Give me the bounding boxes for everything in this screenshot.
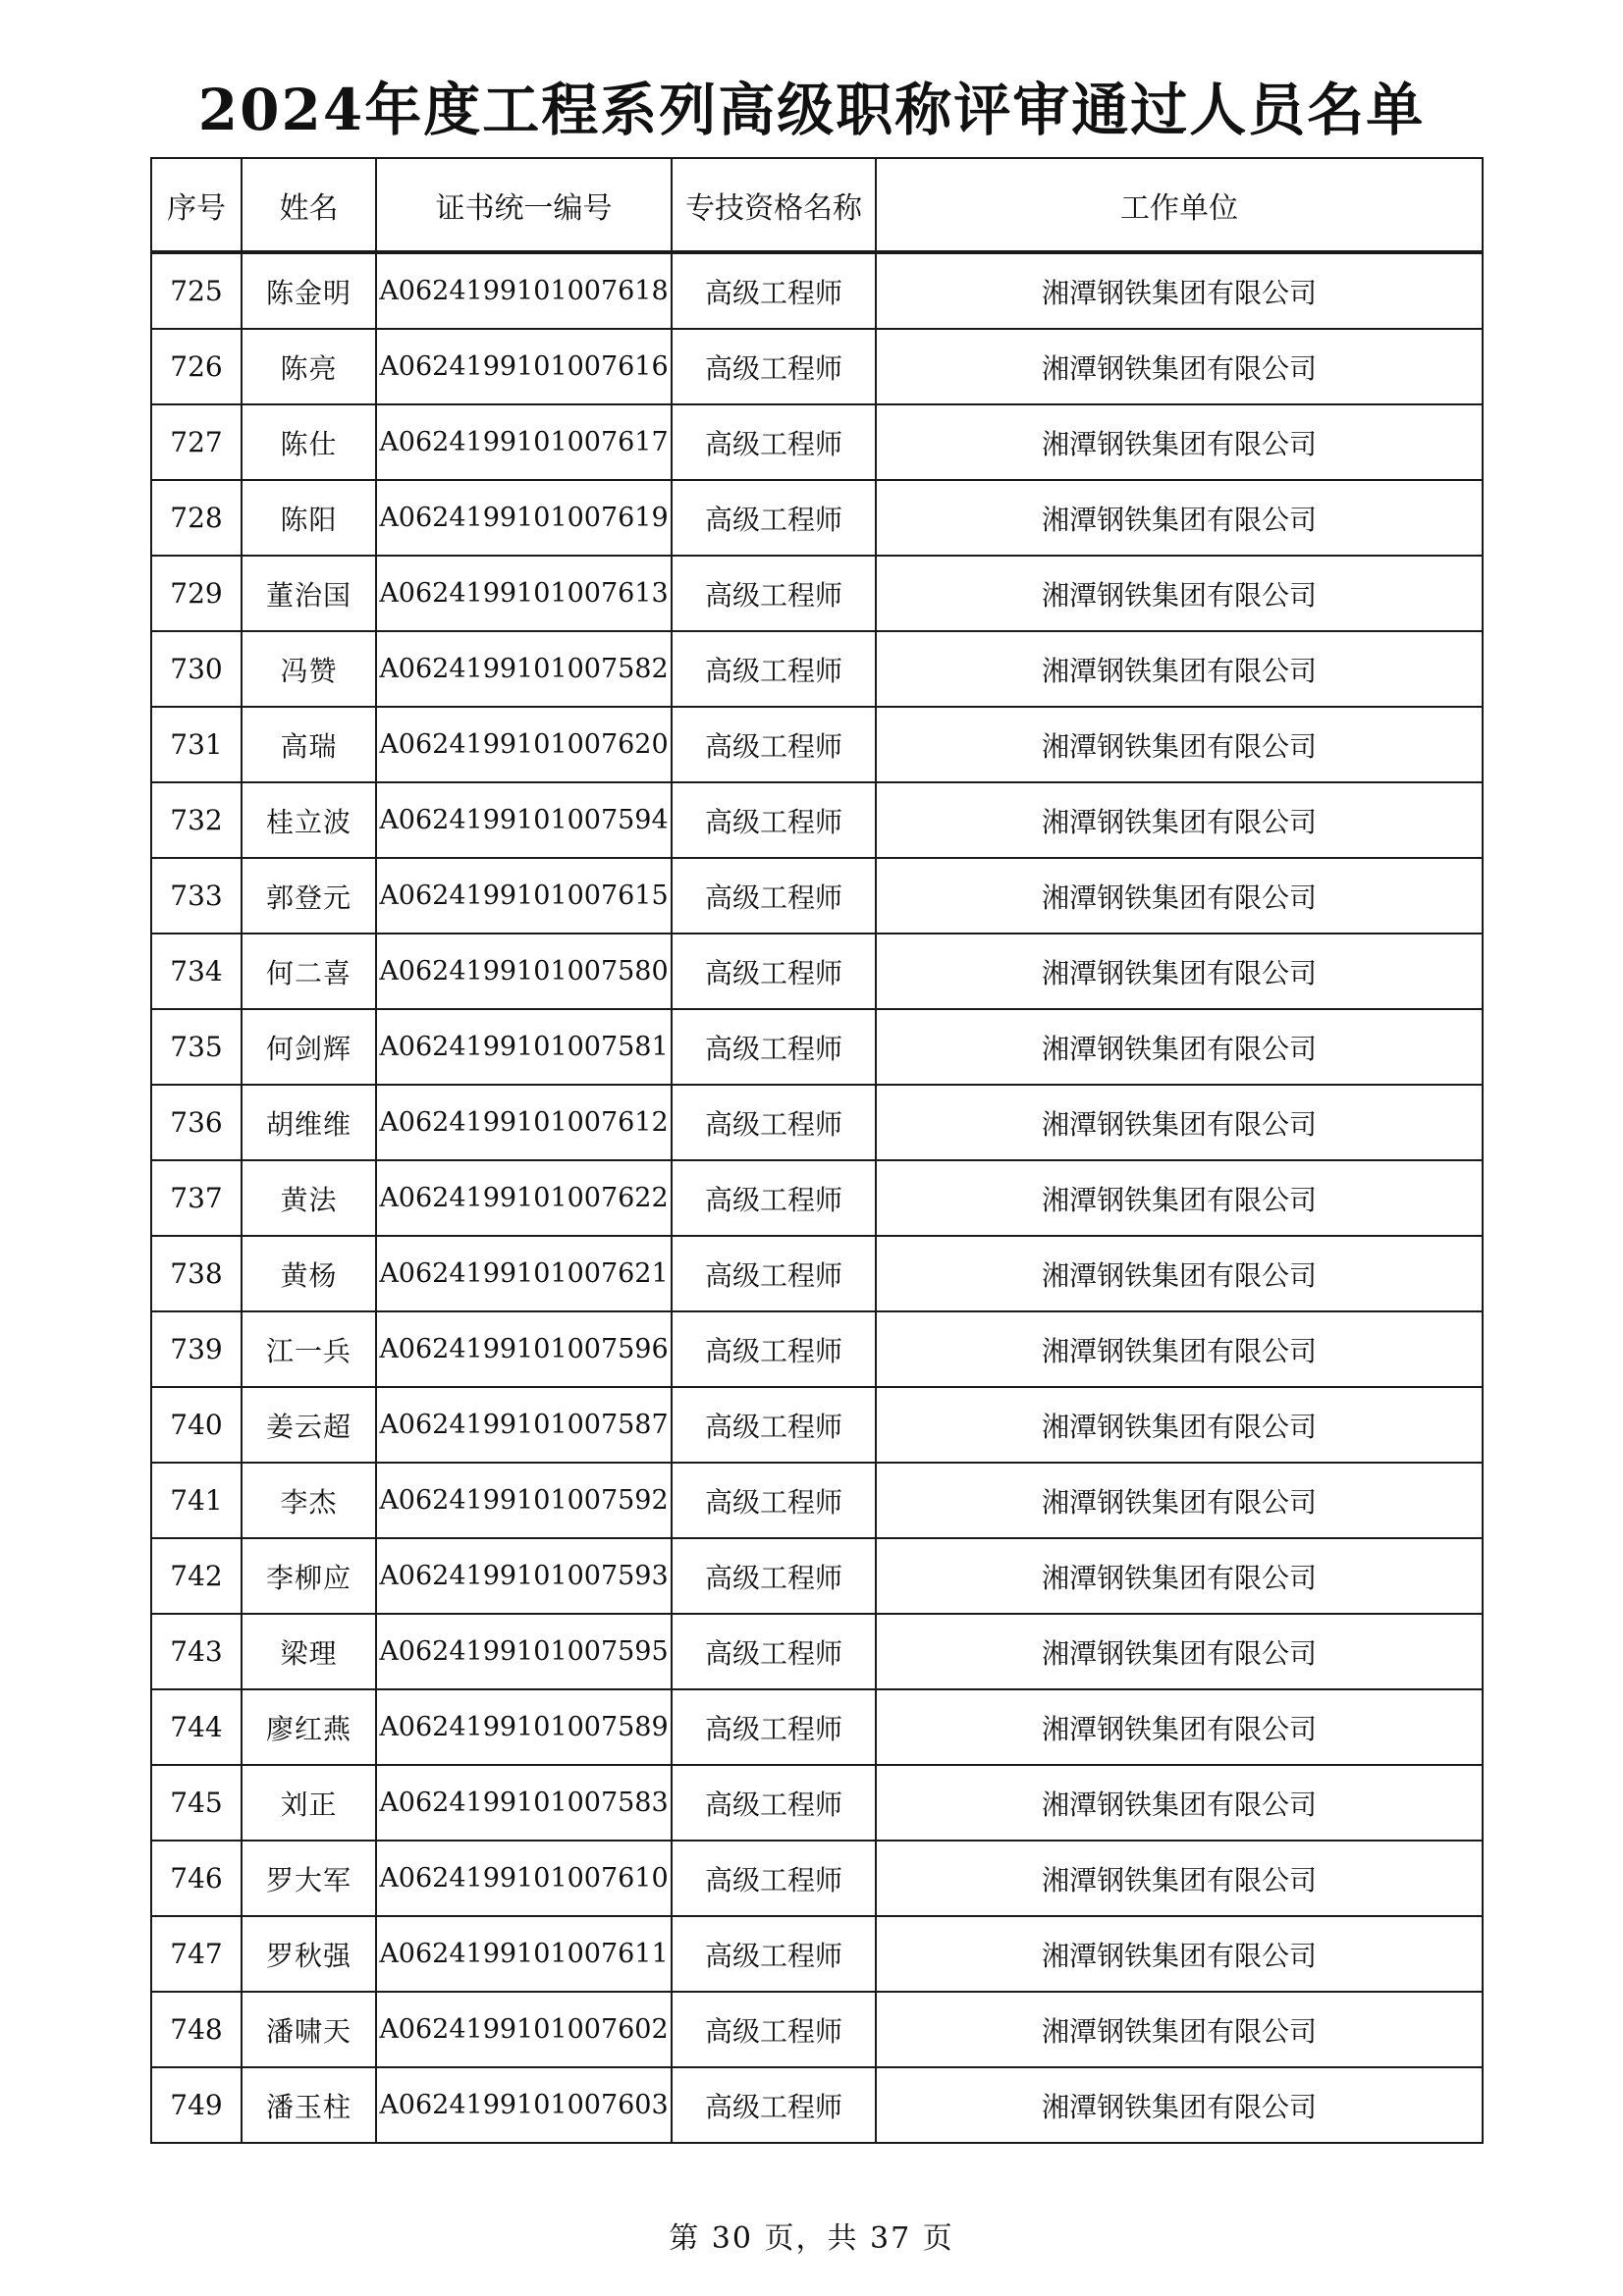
table-row xyxy=(151,1311,1483,1387)
cell-cert-number: A0624199101007595 xyxy=(376,1614,672,1689)
cell-employer: 湘潭钢铁集团有限公司 xyxy=(876,1236,1483,1311)
cell-qualification: 高级工程师 xyxy=(672,858,876,934)
cell-employer: 湘潭钢铁集团有限公司 xyxy=(876,329,1483,404)
cell-employer: 湘潭钢铁集团有限公司 xyxy=(876,1311,1483,1387)
cell-seq: 749 xyxy=(151,2067,242,2143)
cell-cert-number: A0624199101007589 xyxy=(376,1689,672,1765)
cell-name: 胡维维 xyxy=(242,1085,376,1160)
cell-cert-number: A0624199101007617 xyxy=(376,404,672,480)
cell-name: 潘啸天 xyxy=(242,1992,376,2067)
cell-qualification: 高级工程师 xyxy=(672,1311,876,1387)
cell-cert-number: A0624199101007603 xyxy=(376,2067,672,2143)
cell-employer: 湘潭钢铁集团有限公司 xyxy=(876,1916,1483,1992)
cell-name: 江一兵 xyxy=(242,1311,376,1387)
cell-seq: 730 xyxy=(151,631,242,707)
cell-seq: 740 xyxy=(151,1387,242,1463)
cell-cert-number: A0624199101007611 xyxy=(376,1916,672,1992)
header-name: 姓名 xyxy=(242,158,376,252)
cell-cert-number: A0624199101007593 xyxy=(376,1538,672,1614)
cell-employer: 湘潭钢铁集团有限公司 xyxy=(876,556,1483,631)
cell-qualification: 高级工程师 xyxy=(672,2067,876,2143)
table-row xyxy=(151,1160,1483,1236)
cell-name: 桂立波 xyxy=(242,782,376,858)
cell-seq: 738 xyxy=(151,1236,242,1311)
table-row xyxy=(151,329,1483,404)
cell-seq: 726 xyxy=(151,329,242,404)
cell-cert-number: A0624199101007615 xyxy=(376,858,672,934)
table-row xyxy=(151,1538,1483,1614)
cell-qualification: 高级工程师 xyxy=(672,1841,876,1916)
cell-name: 郭登元 xyxy=(242,858,376,934)
cell-qualification: 高级工程师 xyxy=(672,404,876,480)
cell-name: 黄杨 xyxy=(242,1236,376,1311)
cell-name: 李柳应 xyxy=(242,1538,376,1614)
cell-qualification: 高级工程师 xyxy=(672,1463,876,1538)
cell-seq: 744 xyxy=(151,1689,242,1765)
page-footer: 第 30 页，共 37 页 xyxy=(669,2221,954,2256)
cell-employer: 湘潭钢铁集团有限公司 xyxy=(876,1614,1483,1689)
cell-employer: 湘潭钢铁集团有限公司 xyxy=(876,2067,1483,2143)
cell-seq: 727 xyxy=(151,404,242,480)
cell-qualification: 高级工程师 xyxy=(672,1614,876,1689)
cell-seq: 728 xyxy=(151,480,242,556)
cell-cert-number: A0624199101007621 xyxy=(376,1236,672,1311)
table-row xyxy=(151,1236,1483,1311)
header-seq: 序号 xyxy=(151,158,242,252)
cell-qualification: 高级工程师 xyxy=(672,1085,876,1160)
table-row xyxy=(151,1009,1483,1085)
cell-qualification: 高级工程师 xyxy=(672,1992,876,2067)
cell-seq: 741 xyxy=(151,1463,242,1538)
table-header xyxy=(151,158,1483,252)
cell-seq: 743 xyxy=(151,1614,242,1689)
cell-qualification: 高级工程师 xyxy=(672,782,876,858)
cell-name: 陈亮 xyxy=(242,329,376,404)
cell-cert-number: A0624199101007619 xyxy=(376,480,672,556)
cell-cert-number: A0624199101007580 xyxy=(376,934,672,1009)
header-employer: 工作单位 xyxy=(876,158,1483,252)
table-row xyxy=(151,1463,1483,1538)
page-title: 2024年度工程系列高级职称评审通过人员名单 xyxy=(197,77,1426,143)
cell-employer: 湘潭钢铁集团有限公司 xyxy=(876,1160,1483,1236)
cell-name: 陈金明 xyxy=(242,252,376,329)
cell-qualification: 高级工程师 xyxy=(672,480,876,556)
table-row xyxy=(151,782,1483,858)
cell-employer: 湘潭钢铁集团有限公司 xyxy=(876,404,1483,480)
cell-cert-number: A0624199101007620 xyxy=(376,707,672,782)
table-row xyxy=(151,1085,1483,1160)
cell-cert-number: A0624199101007587 xyxy=(376,1387,672,1463)
cell-qualification: 高级工程师 xyxy=(672,1387,876,1463)
cell-employer: 湘潭钢铁集团有限公司 xyxy=(876,1387,1483,1463)
cell-cert-number: A0624199101007616 xyxy=(376,329,672,404)
table-row xyxy=(151,480,1483,556)
cell-name: 廖红燕 xyxy=(242,1689,376,1765)
cell-employer: 湘潭钢铁集团有限公司 xyxy=(876,1085,1483,1160)
cell-seq: 747 xyxy=(151,1916,242,1992)
cell-name: 罗秋强 xyxy=(242,1916,376,1992)
cell-seq: 733 xyxy=(151,858,242,934)
cell-name: 黄法 xyxy=(242,1160,376,1236)
cell-seq: 745 xyxy=(151,1765,242,1841)
table-row xyxy=(151,1387,1483,1463)
table-row xyxy=(151,404,1483,480)
cell-seq: 742 xyxy=(151,1538,242,1614)
cell-cert-number: A0624199101007592 xyxy=(376,1463,672,1538)
cell-employer: 湘潭钢铁集团有限公司 xyxy=(876,1841,1483,1916)
table-row xyxy=(151,2067,1483,2143)
cell-cert-number: A0624199101007581 xyxy=(376,1009,672,1085)
table-row xyxy=(151,556,1483,631)
cell-employer: 湘潭钢铁集团有限公司 xyxy=(876,1463,1483,1538)
cell-name: 梁理 xyxy=(242,1614,376,1689)
cell-cert-number: A0624199101007596 xyxy=(376,1311,672,1387)
cell-employer: 湘潭钢铁集团有限公司 xyxy=(876,1009,1483,1085)
table-row xyxy=(151,1765,1483,1841)
cell-qualification: 高级工程师 xyxy=(672,631,876,707)
cell-cert-number: A0624199101007594 xyxy=(376,782,672,858)
cell-qualification: 高级工程师 xyxy=(672,707,876,782)
cell-cert-number: A0624199101007610 xyxy=(376,1841,672,1916)
table-row xyxy=(151,1841,1483,1916)
cell-cert-number: A0624199101007622 xyxy=(376,1160,672,1236)
cell-employer: 湘潭钢铁集团有限公司 xyxy=(876,1689,1483,1765)
cell-name: 何剑辉 xyxy=(242,1009,376,1085)
cell-name: 潘玉柱 xyxy=(242,2067,376,2143)
cell-cert-number: A0624199101007618 xyxy=(376,252,672,329)
header-qualification: 专技资格名称 xyxy=(672,158,876,252)
table-row xyxy=(151,252,1483,329)
table-row xyxy=(151,1992,1483,2067)
cell-name: 姜云超 xyxy=(242,1387,376,1463)
cell-employer: 湘潭钢铁集团有限公司 xyxy=(876,480,1483,556)
cell-employer: 湘潭钢铁集团有限公司 xyxy=(876,934,1483,1009)
cell-qualification: 高级工程师 xyxy=(672,1538,876,1614)
cell-name: 刘正 xyxy=(242,1765,376,1841)
cell-qualification: 高级工程师 xyxy=(672,1236,876,1311)
cell-employer: 湘潭钢铁集团有限公司 xyxy=(876,631,1483,707)
cell-employer: 湘潭钢铁集团有限公司 xyxy=(876,1538,1483,1614)
cell-qualification: 高级工程师 xyxy=(672,252,876,329)
table-body xyxy=(151,252,1483,2143)
cell-seq: 736 xyxy=(151,1085,242,1160)
cell-employer: 湘潭钢铁集团有限公司 xyxy=(876,858,1483,934)
cell-cert-number: A0624199101007582 xyxy=(376,631,672,707)
table-row xyxy=(151,934,1483,1009)
cell-qualification: 高级工程师 xyxy=(672,1916,876,1992)
cell-cert-number: A0624199101007602 xyxy=(376,1992,672,2067)
cell-cert-number: A0624199101007613 xyxy=(376,556,672,631)
table-row xyxy=(151,1689,1483,1765)
cell-qualification: 高级工程师 xyxy=(672,556,876,631)
cell-seq: 737 xyxy=(151,1160,242,1236)
cell-seq: 725 xyxy=(151,252,242,329)
cell-employer: 湘潭钢铁集团有限公司 xyxy=(876,707,1483,782)
roster-table xyxy=(150,157,1484,2144)
table-row xyxy=(151,707,1483,782)
cell-employer: 湘潭钢铁集团有限公司 xyxy=(876,1992,1483,2067)
cell-name: 罗大军 xyxy=(242,1841,376,1916)
cell-cert-number: A0624199101007583 xyxy=(376,1765,672,1841)
cell-name: 陈阳 xyxy=(242,480,376,556)
cell-seq: 732 xyxy=(151,782,242,858)
cell-seq: 734 xyxy=(151,934,242,1009)
cell-seq: 748 xyxy=(151,1992,242,2067)
cell-qualification: 高级工程师 xyxy=(672,329,876,404)
cell-name: 董治国 xyxy=(242,556,376,631)
table-row xyxy=(151,858,1483,934)
cell-seq: 731 xyxy=(151,707,242,782)
cell-seq: 735 xyxy=(151,1009,242,1085)
cell-employer: 湘潭钢铁集团有限公司 xyxy=(876,1765,1483,1841)
cell-employer: 湘潭钢铁集团有限公司 xyxy=(876,252,1483,329)
cell-name: 李杰 xyxy=(242,1463,376,1538)
cell-seq: 729 xyxy=(151,556,242,631)
cell-name: 何二喜 xyxy=(242,934,376,1009)
cell-employer: 湘潭钢铁集团有限公司 xyxy=(876,782,1483,858)
table-row xyxy=(151,1614,1483,1689)
header-cert-number: 证书统一编号 xyxy=(376,158,672,252)
table-row xyxy=(151,1916,1483,1992)
cell-qualification: 高级工程师 xyxy=(672,1765,876,1841)
cell-seq: 746 xyxy=(151,1841,242,1916)
header-row xyxy=(151,158,1483,252)
cell-name: 冯赞 xyxy=(242,631,376,707)
table-row xyxy=(151,631,1483,707)
cell-seq: 739 xyxy=(151,1311,242,1387)
cell-name: 陈仕 xyxy=(242,404,376,480)
cell-qualification: 高级工程师 xyxy=(672,934,876,1009)
cell-qualification: 高级工程师 xyxy=(672,1160,876,1236)
cell-qualification: 高级工程师 xyxy=(672,1009,876,1085)
cell-qualification: 高级工程师 xyxy=(672,1689,876,1765)
cell-cert-number: A0624199101007612 xyxy=(376,1085,672,1160)
cell-name: 高瑞 xyxy=(242,707,376,782)
